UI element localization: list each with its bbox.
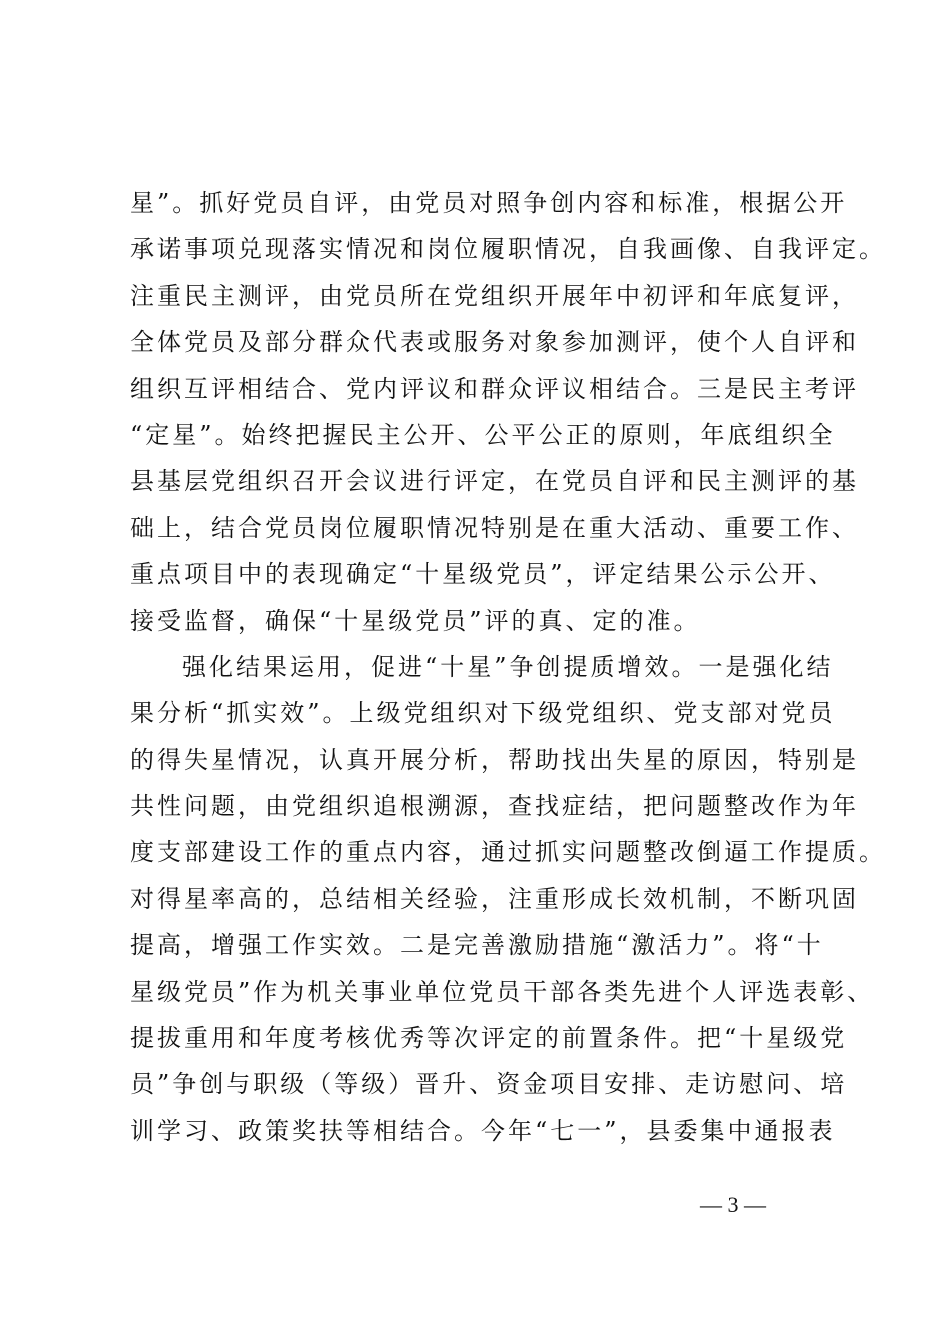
text-line: 训学习、政策奖扶等相结合。今年“七一”，县委集中通报表 bbox=[130, 1116, 836, 1145]
text-line: 组织互评相结合、党内评议和群众评议相结合。三是民主考评 bbox=[130, 374, 859, 403]
text-line: 全体党员及部分群众代表或服务对象参加测评，使个人自评和 bbox=[130, 328, 859, 357]
text-line: 重点项目中的表现确定“十星级党员”，评定结果公示公开、 bbox=[130, 560, 836, 589]
text-line: 员”争创与职级（等级）晋升、资金项目安排、走访慰问、培 bbox=[130, 1070, 848, 1099]
text-line: 星”。抓好党员自评，由党员对照争创内容和标准，根据公开 bbox=[130, 189, 848, 217]
text-line: “定星”。始终把握民主公开、公平公正的原则，年底组织全 bbox=[130, 420, 836, 449]
body-text bbox=[130, 180, 886, 1154]
text-line: 接受监督，确保“十星级党员”评的真、定的准。 bbox=[130, 606, 701, 635]
text-line: 县基层党组织召开会议进行评定，在党员自评和民主测评的基 bbox=[130, 467, 859, 496]
text-line: 对得星率高的，总结相关经验，注重形成长效机制，不断巩固 bbox=[130, 884, 859, 913]
text-line: 星级党员”作为机关事业单位党员干部各类先进个人评选表彰、 bbox=[130, 977, 875, 1006]
text-line: 度支部建设工作的重点内容，通过抓实问题整改倒逼工作提质。 bbox=[130, 838, 886, 867]
text-line: 础上，结合党员岗位履职情况特别是在重大活动、重要工作、 bbox=[130, 513, 859, 542]
text-line: 共性问题，由党组织追根溯源，查找症结，把问题整改作为年 bbox=[130, 792, 859, 821]
text-line: 承诺事项兑现落实情况和岗位履职情况，自我画像、自我评定。 bbox=[130, 235, 886, 264]
text-line: 提高，增强工作实效。二是完善激励措施“激活力”。将“十 bbox=[130, 931, 824, 960]
text-line: 果分析“抓实效”。上级党组织对下级党组织、党支部对党员 bbox=[130, 699, 836, 728]
text-line: 注重民主测评，由党员所在党组织开展年中初评和年底复评， bbox=[130, 281, 859, 310]
text-line: 提拔重用和年度考核优秀等次评定的前置条件。把“十星级党 bbox=[130, 1024, 848, 1053]
paragraph-start-line: 强化结果运用，促进“十星”争创提质增效。一是强化结 bbox=[182, 652, 834, 681]
text-line: 的得失星情况，认真开展分析，帮助找出失星的原因，特别是 bbox=[130, 745, 859, 774]
page-number: — 3 — bbox=[700, 1192, 766, 1217]
